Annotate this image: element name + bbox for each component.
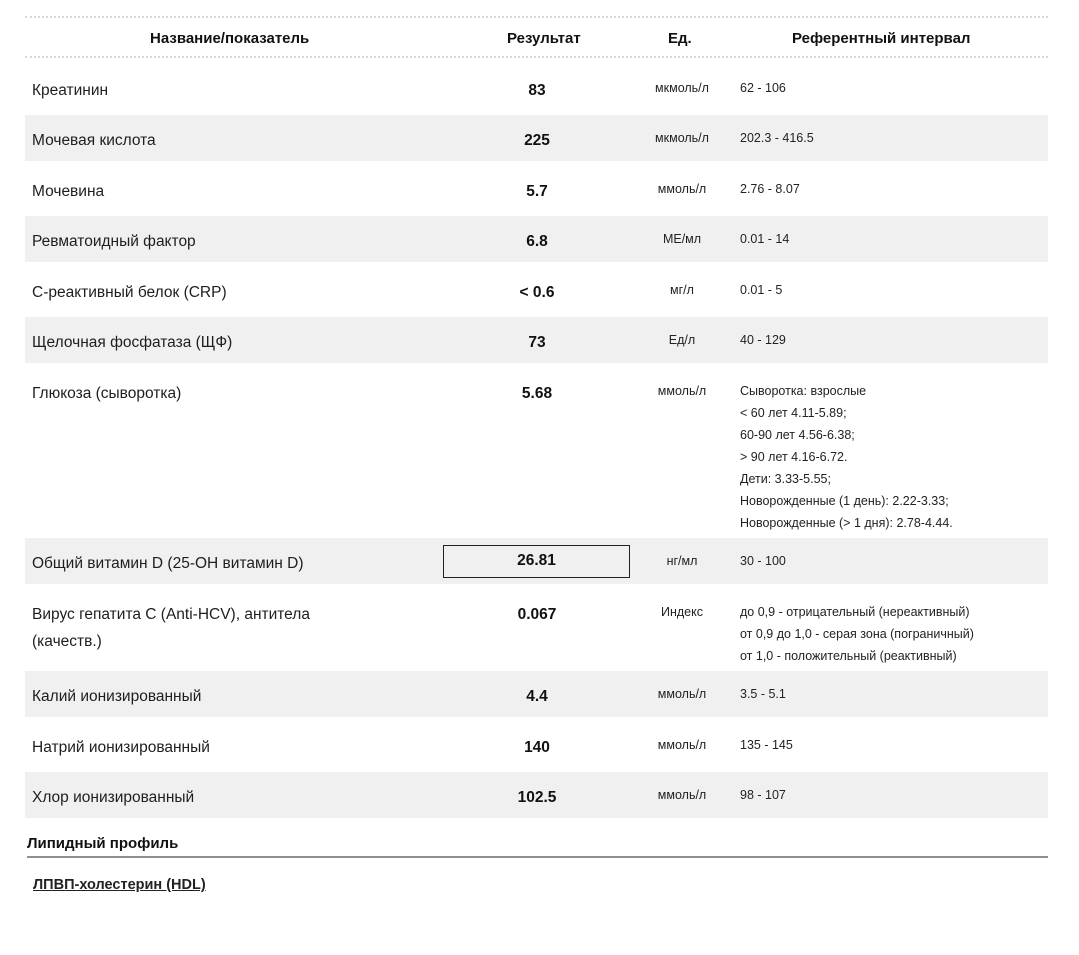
- row-reference-line: 60-90 лет 4.56-6.38;: [740, 428, 855, 442]
- row-reference: [740, 734, 793, 756]
- column-header-unit: Ед.: [668, 30, 692, 47]
- row-name: [32, 228, 196, 255]
- row-reference-line: 30 - 100: [740, 554, 786, 568]
- table-row: [25, 115, 1048, 161]
- row-unit: Ед/л: [668, 333, 696, 347]
- row-result: 0.067: [517, 606, 557, 623]
- table-row: [25, 538, 1048, 584]
- row-name-line: (качеств.): [32, 633, 102, 650]
- table-row: [25, 262, 1048, 317]
- row-name-line: Мочевина: [32, 183, 105, 200]
- row-name: [32, 178, 104, 205]
- table-row: [25, 584, 1048, 671]
- row-result: 5.7: [526, 183, 548, 200]
- row-name: [32, 550, 304, 577]
- section-divider: [27, 856, 1048, 858]
- row-name: [32, 329, 232, 356]
- row-reference: [740, 380, 953, 534]
- row-reference-line: 0.01 - 14: [740, 232, 790, 246]
- row-reference: [740, 279, 782, 301]
- row-reference-line: Новорожденные (> 1 дня): 2.78-4.44.: [740, 516, 953, 530]
- row-reference-line: 2.76 - 8.07: [740, 182, 800, 196]
- row-reference-line: 98 - 107: [740, 788, 786, 802]
- row-name: [32, 279, 227, 306]
- row-name-line: Калий ионизированный: [32, 688, 202, 705]
- row-result: 83: [528, 82, 546, 99]
- row-name-line: Вирус гепатита С (Anti-HCV), антитела: [32, 606, 310, 623]
- row-reference-line: 202.3 - 416.5: [740, 131, 814, 145]
- row-name-line: Глюкоза (сыворотка): [32, 385, 182, 402]
- row-unit: ммоль/л: [657, 788, 707, 802]
- table-row: [25, 216, 1048, 262]
- row-result: 6.8: [526, 233, 548, 250]
- row-name-line: Общий витамин D (25-OH витамин D): [32, 555, 304, 572]
- row-reference-line: < 60 лет 4.11-5.89;: [740, 406, 847, 420]
- header-top-divider: [25, 16, 1048, 18]
- row-unit: ммоль/л: [657, 738, 707, 752]
- row-result: 102.5: [517, 789, 557, 806]
- row-name: [32, 784, 194, 811]
- row-unit: нг/мл: [666, 554, 698, 568]
- row-reference-line: 3.5 - 5.1: [740, 687, 786, 701]
- row-name: [32, 77, 108, 104]
- column-header-result: Результат: [507, 30, 581, 47]
- row-reference-line: до 0,9 - отрицательный (нереактивный): [740, 605, 970, 619]
- row-name-line: Хлор ионизированный: [32, 789, 195, 806]
- row-unit: мкмоль/л: [655, 131, 709, 145]
- row-result: < 0.6: [519, 284, 555, 301]
- row-reference-line: Дети: 3.33-5.55;: [740, 472, 831, 486]
- row-reference: [740, 329, 786, 351]
- row-unit: мг/л: [670, 283, 694, 297]
- row-unit: ммоль/л: [657, 384, 707, 398]
- table-row: [25, 717, 1048, 772]
- row-name: [32, 601, 310, 655]
- table-row: [25, 363, 1048, 538]
- row-reference-line: от 0,9 до 1,0 - серая зона (пограничный): [740, 627, 974, 641]
- table-row: [25, 317, 1048, 363]
- row-result: 140: [524, 739, 550, 756]
- table-row: [25, 65, 1048, 115]
- row-reference: [740, 784, 786, 806]
- row-reference: [740, 178, 800, 200]
- row-reference: [740, 127, 814, 149]
- row-unit: мкмоль/л: [655, 81, 709, 95]
- column-header-reference: Референтный интервал: [792, 30, 971, 47]
- row-reference: [740, 550, 786, 572]
- row-name: [32, 127, 156, 154]
- row-name-line: Мочевая кислота: [32, 132, 156, 149]
- header-bottom-divider: [25, 56, 1048, 58]
- section-subtitle: ЛПВП-холестерин (HDL): [33, 877, 206, 893]
- table-row: [25, 671, 1048, 717]
- row-reference-line: 0.01 - 5: [740, 283, 783, 297]
- row-result: 225: [524, 132, 550, 149]
- row-reference: [740, 601, 974, 667]
- row-name: [32, 683, 201, 710]
- row-result: 73: [528, 334, 546, 351]
- table-row: [25, 161, 1048, 216]
- row-result: 4.4: [526, 688, 548, 705]
- row-unit: МЕ/мл: [662, 232, 702, 246]
- row-name-line: С-реактивный белок (CRP): [32, 284, 227, 301]
- row-reference-line: Сыворотка: взрослые: [740, 384, 867, 398]
- row-name: [32, 734, 210, 761]
- row-result: 5.68: [521, 385, 553, 402]
- row-unit: Индекс: [661, 605, 703, 619]
- row-reference-line: 62 - 106: [740, 81, 786, 95]
- row-name: [32, 380, 181, 407]
- row-reference-line: Новорожденные (1 день): 2.22-3.33;: [740, 494, 949, 508]
- row-reference: [740, 77, 786, 99]
- row-unit: ммоль/л: [657, 182, 707, 196]
- row-reference: [740, 683, 786, 705]
- row-reference: [740, 228, 789, 250]
- row-reference-line: от 1,0 - положительный (реактивный): [740, 649, 957, 663]
- row-reference-line: > 90 лет 4.16-6.72.: [740, 450, 848, 464]
- row-name-line: Натрий ионизированный: [32, 739, 210, 756]
- row-reference-line: 135 - 145: [740, 738, 793, 752]
- column-header-name: Название/показатель: [150, 30, 310, 47]
- table-row: [25, 772, 1048, 818]
- row-unit: ммоль/л: [657, 687, 707, 701]
- section-title: Липидный профиль: [27, 835, 179, 852]
- row-result-flagged: 26.81: [443, 545, 630, 578]
- row-name-line: Креатинин: [32, 82, 109, 99]
- row-name-line: Щелочная фосфатаза (ЩФ): [32, 334, 233, 351]
- row-name-line: Ревматоидный фактор: [32, 233, 196, 250]
- row-reference-line: 40 - 129: [740, 333, 786, 347]
